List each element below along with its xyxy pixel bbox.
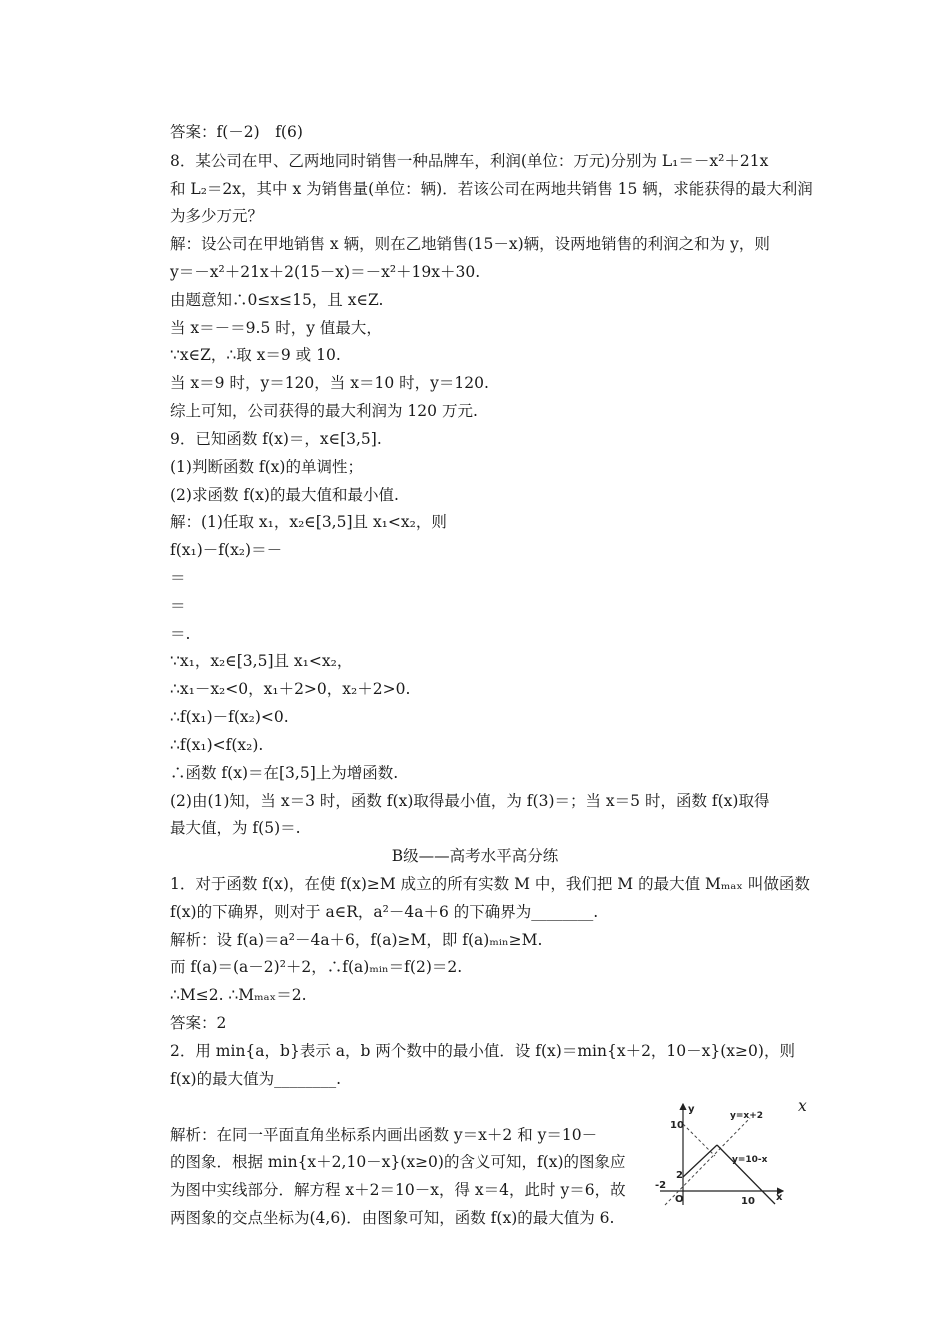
text-line: 解：(1)任取 x₁，x₂∈[3,5]且 x₁<x₂，则	[170, 513, 447, 531]
text-line: ∴f(x₁)<f(x₂).	[170, 736, 264, 754]
text-line: ∴函数 f(x)＝在[3,5]上为增函数.	[170, 764, 399, 782]
text-line: ∴M≤2. ∴Mₘₐₓ＝2.	[170, 986, 307, 1004]
text-line: 解：设公司在甲地销售 x 辆，则在乙地销售(15－x)辆，设两地销售的利润之和为 y，则	[170, 235, 770, 253]
text-line: f(x)的最大值为________.	[170, 1070, 341, 1088]
text-line: 8．某公司在甲、乙两地同时销售一种品牌车，利润(单位：万元)分别为 L₁＝－x²＋21x	[170, 152, 769, 170]
text-line: 2．用 min{a，b}表示 a，b 两个数中的最小值．设 f(x)＝min{x＋2，10－x}(x≥0)，则	[170, 1042, 795, 1060]
text-line: 最大值，为 f(5)＝.	[170, 819, 301, 837]
text-line: 为多少万元？	[170, 207, 264, 225]
line-solid-x-plus-2	[683, 1145, 717, 1177]
text-line: 而 f(a)＝(a－2)²＋2，∴f(a)ₘᵢₙ＝f(2)＝2.	[170, 958, 463, 976]
text-line: f(x)的下确界，则对于 a∈R，a²－4a＋6 的下确界为________.	[170, 903, 599, 921]
text-line: 两图象的交点坐标为(4,6)．由图象可知，函数 f(x)的最大值为 6.	[170, 1209, 615, 1227]
text-line: 和 L₂＝2x，其中 x 为销售量(单位：辆)．若该公司在两地共销售 15 辆，求能获得的最大利润	[170, 180, 813, 198]
text-line: (2)求函数 f(x)的最大值和最小值.	[170, 486, 399, 504]
text-line: 当 x＝9 时，y＝120，当 x＝10 时，y＝120.	[170, 374, 489, 392]
text-line: 9．已知函数 f(x)＝，x∈[3,5].	[170, 430, 382, 448]
tick-x-10: 10	[741, 1196, 755, 1207]
text-line: ∵x₁，x₂∈[3,5]且 x₁<x₂，	[170, 652, 353, 670]
text-line: 解析：设 f(a)＝a²－4a＋6，f(a)≥M，即 f(a)ₘᵢₙ≥M.	[170, 931, 543, 949]
text-line: 当 x＝－＝9.5 时，y 值最大，	[170, 319, 382, 337]
text-line: ＝	[170, 597, 186, 615]
text-line: ∴f(x₁)－f(x₂)<0.	[170, 708, 289, 726]
text-line: (2)由(1)知，当 x＝3 时，函数 f(x)取得最小值，为 f(3)＝；当 x＝5 时，函数 f(x)取得	[170, 792, 770, 810]
side-note: x	[798, 1097, 807, 1115]
text-line: 的图象．根据 min{x＋2,10－x}(x≥0)的含义可知，f(x)的图象应	[170, 1153, 626, 1171]
text-line: 1．对于函数 f(x)，在使 f(x)≥M 成立的所有实数 M 中，我们把 M 的最大值 Mₘₐₓ 叫做函数	[170, 875, 810, 893]
text-line: 答案：f(－2) f(6)	[170, 123, 303, 141]
tick-y-10: 10	[670, 1120, 684, 1131]
text-line: ＝.	[170, 625, 191, 643]
x-axis-label: x	[776, 1192, 783, 1203]
text-line: ∴x₁－x₂<0，x₁＋2>0，x₂＋2>0.	[170, 680, 411, 698]
tick-y-2: 2	[676, 1170, 683, 1181]
text-line: f(x₁)－f(x₂)＝－	[170, 541, 283, 559]
section-title: B级——高考水平高分练	[391, 847, 559, 865]
function-graph	[655, 1100, 795, 1210]
text-line: ＝	[170, 569, 186, 587]
text-line: 答案：2	[170, 1014, 227, 1032]
label-y-x-plus-2: y=x+2	[730, 1111, 764, 1121]
text-line: 由题意知∴0≤x≤15，且 x∈Z.	[170, 291, 384, 309]
text-line: 综上可知，公司获得的最大利润为 120 万元.	[170, 402, 478, 420]
text-line: ∵x∈Z，∴取 x＝9 或 10.	[170, 346, 341, 364]
text-line: (1)判断函数 f(x)的单调性；	[170, 458, 363, 476]
tick-x-minus-2: -2	[655, 1180, 667, 1191]
origin-label: O	[675, 1194, 684, 1205]
text-line: 解析：在同一平面直角坐标系内画出函数 y＝x＋2 和 y＝10－	[170, 1126, 598, 1144]
label-y-10-minus-x: y=10-x	[732, 1155, 768, 1165]
text-line: 为图中实线部分．解方程 x＋2＝10－x，得 x＝4，此时 y＝6，故	[170, 1181, 626, 1199]
text-line: y＝－x²＋21x＋2(15－x)＝－x²＋19x＋30.	[170, 263, 481, 281]
y-axis-label: y	[688, 1104, 695, 1115]
